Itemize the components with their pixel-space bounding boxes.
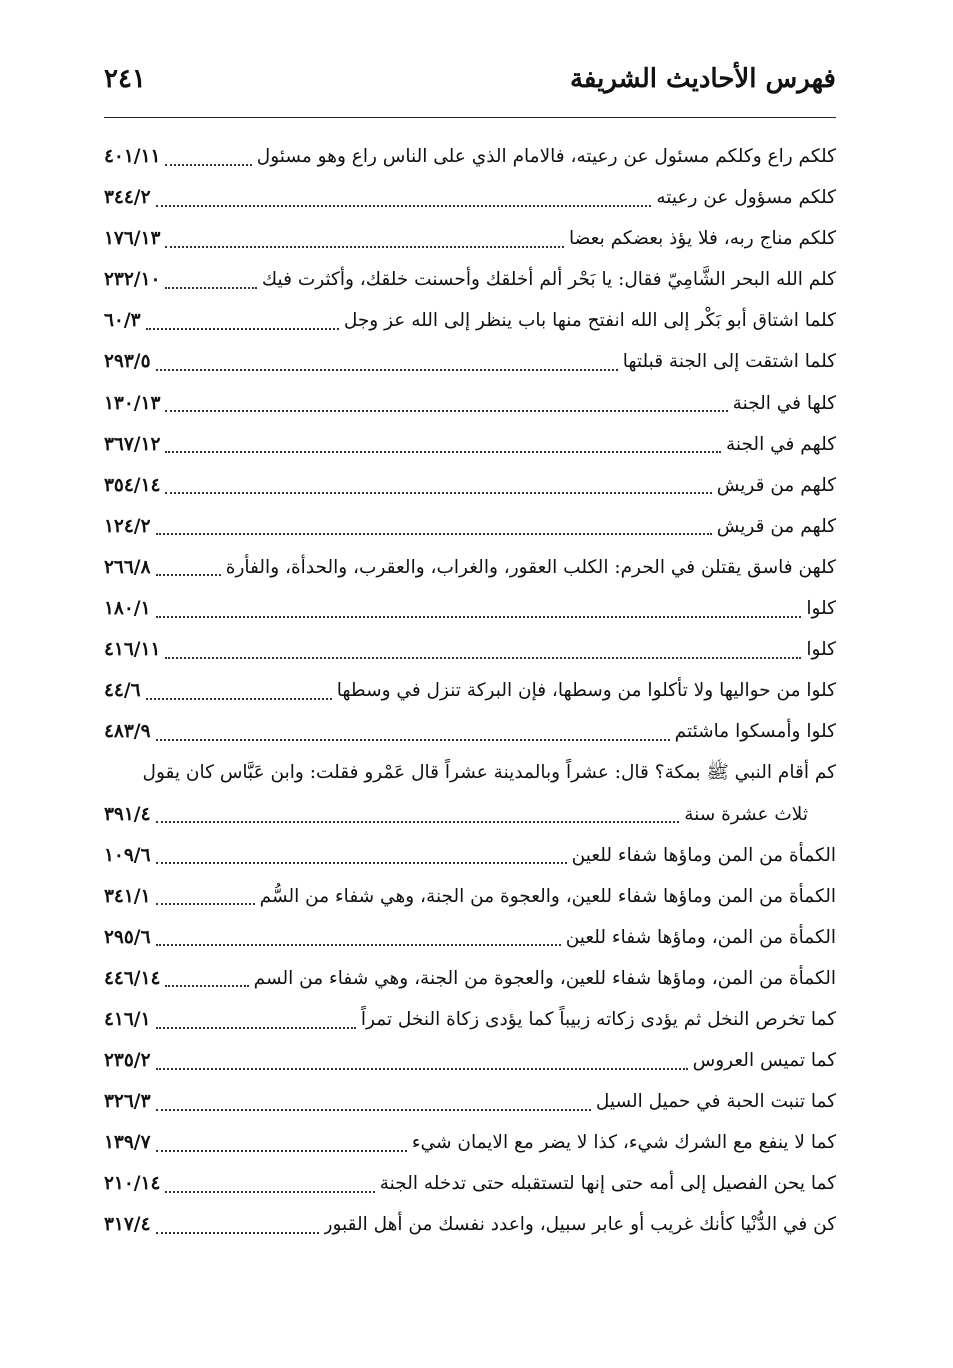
volume-page-ref: ٣٩١/٤ [104,803,151,825]
hadith-text: كلكم مسؤول عن رعيته [656,187,836,209]
volume-page-ref: ٤٤٦/١٤ [104,967,161,989]
volume-page-ref: ٤١٦/١١ [104,639,161,661]
dot-leader [156,821,680,823]
volume-page-ref: ٢٩٥/٦ [104,926,151,948]
dot-leader [165,985,248,987]
dot-leader [165,451,721,453]
volume-page-ref: ١٨٠/١ [104,598,151,620]
hadith-text: كما تنبت الحبة في حميل السيل [595,1091,836,1113]
dot-leader [156,533,712,535]
index-entry [104,917,836,958]
index-entry-continuation [104,794,836,835]
dot-leader [165,492,711,494]
volume-page-ref: ١٢٤/٢ [104,515,151,537]
hadith-text: كما لا ينفع مع الشرك شيء، كذا لا يضر مع الايمان شيء [411,1132,836,1154]
index-entry [104,547,836,588]
volume-page-ref: ٣٥٤/١٤ [104,474,161,496]
volume-page-ref: ٣٤١/١ [104,885,151,907]
dot-leader [156,205,652,207]
volume-page-ref: ١٧٦/١٣ [104,228,161,250]
index-entry [104,136,836,177]
volume-page-ref: ٣١٧/٤ [104,1214,151,1236]
hadith-text: كلما اشتقت إلى الجنة قبلتها [622,351,836,373]
index-entry [104,670,836,711]
volume-page-ref: ٣٤٤/٢ [104,187,151,209]
hadith-index-list [104,136,836,1246]
volume-page-ref: ٤٨٣/٩ [104,721,151,743]
page-title: فهرس الأحاديث الشريفة [569,64,836,94]
hadith-text: كلها في الجنة [732,392,836,414]
dot-leader [156,1150,407,1152]
dot-leader [156,903,255,905]
dot-leader [165,246,564,248]
index-entry [104,588,836,629]
dot-leader [165,410,727,412]
hadith-text: كلوا [806,639,836,661]
volume-page-ref: ٢٣٥/٢ [104,1050,151,1072]
index-entry [104,835,836,876]
index-entry [104,876,836,917]
volume-page-ref: ٣٦٧/١٢ [104,433,161,455]
hadith-text: كلهم في الجنة [725,433,836,455]
dot-leader [156,616,802,618]
index-entry [104,958,836,999]
index-entry [104,629,836,670]
volume-page-ref: ٢٦٦/٨ [104,556,151,578]
dot-leader [165,164,251,166]
index-entry [104,341,836,382]
hadith-text: كلوا من حواليها ولا تأكلوا من وسطها، فإن البركة تنزل في وسطها [336,680,836,702]
index-entry [104,1163,836,1204]
dot-leader [156,1232,319,1234]
volume-page-ref: ١٣٩/٧ [104,1132,151,1154]
hadith-text: الكمأة من المن، وماؤها شفاء للعين [565,926,836,948]
volume-page-ref: ٤٠١/١١ [104,146,161,167]
dot-leader [165,657,801,659]
hadith-text: كلم الله البحر الشَّامِيّ فقال: يا بَحْر ألم أخلقك وأحسنت خلقك، وأكثرت فيك [261,269,836,291]
dot-leader [156,1109,591,1111]
index-entry [104,424,836,465]
hadith-text: الكمأة من المن، وماؤها شفاء للعين، والعجوة من الجنة، وهي شفاء من السم [253,967,836,989]
hadith-text: كم أقام النبي ﷺ بمكة؟ قال: عشراً وبالمدينة عشراً قال عَمْرو فقلت: وابن عَبَّاس كان يقول [142,762,836,784]
dot-leader [165,1191,374,1193]
index-entry [104,218,836,259]
dot-leader [156,862,567,864]
index-entry [104,711,836,752]
hadith-text: كلوا [806,598,836,620]
hadith-text: الكمأة من المن وماؤها شفاء للعين، والعجوة من الجنة، وهي شفاء من السُّم [259,885,836,907]
dot-leader [156,1068,688,1070]
volume-page-ref: ٢١٠/١٤ [104,1173,161,1195]
page-header [104,58,836,110]
volume-page-ref: ٤١٦/١ [104,1008,151,1030]
hadith-text: كلهن فاسق يقتلن في الحرم: الكلب العقور، والغراب، والعقرب، والحدأة، والفأرة [225,556,836,578]
volume-page-ref: ١٣٠/١٣ [104,392,161,414]
index-entry [104,1081,836,1122]
hadith-text: كلهم من قريش [716,474,836,496]
hadith-text: كلكم راع وكلكم مسئول عن رعيته، فالامام الذي على الناس راع وهو مسئول [256,146,836,167]
dot-leader [156,574,221,576]
index-entry [104,999,836,1040]
hadith-text: كما يحن الفصيل إلى أمه حتى إنها لتستقبله حتى تدخله الجنة [379,1173,836,1195]
index-entry [104,383,836,424]
index-entry [104,259,836,300]
hadith-text: ثلاث عشرة سنة [684,803,808,825]
volume-page-ref: ٢٩٣/٥ [104,351,151,373]
dot-leader [146,328,339,330]
index-entry [104,300,836,341]
hadith-text: كلما اشتاق أبو بَكْر إلى الله انفتح منها باب ينظر إلى الله عز وجل [343,310,836,332]
index-entry [104,1122,836,1163]
hadith-text: كن في الدُّنْيا كأنك غريب أو عابر سبيل، واعدد نفسك من أهل القبور [323,1214,836,1236]
header-divider [104,117,836,118]
volume-page-ref: ٤٤/٦ [104,680,141,702]
index-entry [104,506,836,547]
dot-leader [165,287,256,289]
index-entry [104,465,836,506]
dot-leader [156,369,618,371]
index-entry [104,177,836,218]
volume-page-ref: ٣٢٦/٣ [104,1091,151,1113]
dot-leader [146,698,332,700]
volume-page-ref: ٢٣٢/١٠ [104,269,161,291]
dot-leader [156,739,670,741]
dot-leader [156,1027,356,1029]
dot-leader [156,944,561,946]
hadith-text: كلكم مناج ربه، فلا يؤذ بعضكم بعضا [568,228,836,250]
page-number: ٢٤١ [104,64,146,94]
hadith-text: كلوا وأمسكوا ماشئتم [674,721,836,743]
index-entry [104,1204,836,1245]
index-entry [104,752,836,793]
index-entry [104,1040,836,1081]
hadith-text: كلهم من قريش [716,515,836,537]
hadith-text: الكمأة من المن وماؤها شفاء للعين [571,844,836,866]
volume-page-ref: ١٠٩/٦ [104,844,151,866]
volume-page-ref: ٦٠/٣ [104,310,141,332]
hadith-text: كما تميس العروس [692,1050,836,1072]
hadith-text: كما تخرص النخل ثم يؤدى زكاته زبيباً كما يؤدى زكاة النخل تمراً [360,1008,836,1030]
